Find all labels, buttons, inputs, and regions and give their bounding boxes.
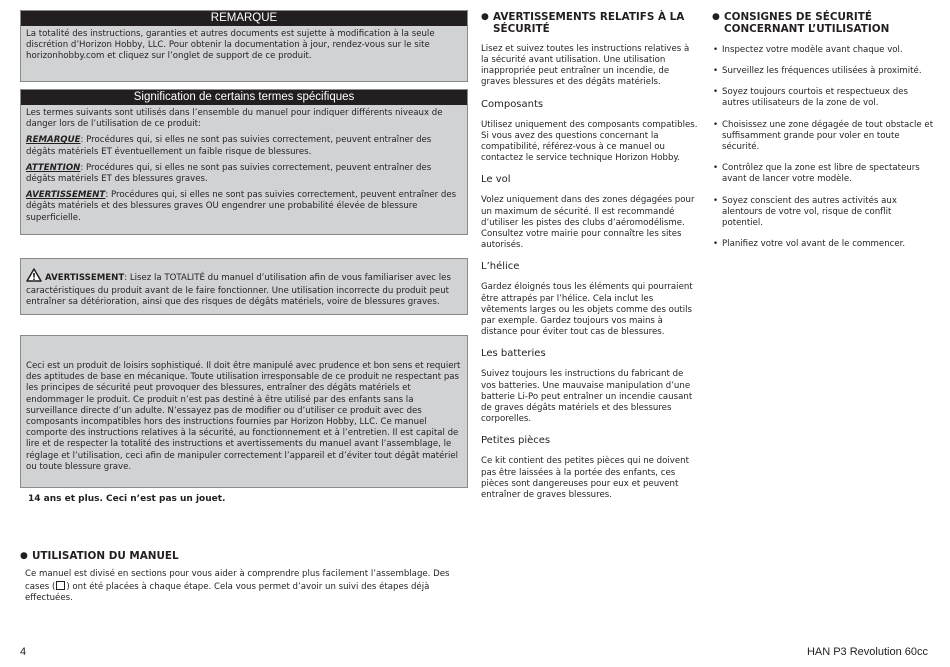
age-notice: 14 ans et plus. Ceci n’est pas un jouet. [28,494,226,504]
section-title-petites-pieces: Petites pièces [481,435,551,447]
warning-label: AVERTISSEMENT [45,273,125,283]
manual-usage-heading: ● UTILISATION DU MANUEL [20,550,468,562]
term-avertissement [26,190,462,224]
list-item: • Contrôlez que la zone est libre de spectateurs avant de lancer votre modèle. [712,163,934,185]
terms-heading: Signification de certains termes spécifiques [21,90,467,105]
safety-instructions-list [712,45,934,251]
warning-text [26,268,462,309]
section-title-composants: Composants [481,98,544,110]
product-box [20,335,468,488]
safety-warnings-heading: ● AVERTISSEMENTS RELATIFS À LA SÉCURITÉ [481,11,699,36]
notice-box [20,10,468,82]
checkbox-icon [56,581,65,590]
term-description: : Procédures qui, si elles ne sont pas suivies correctement, peuvent entraîner des dégâts matériels et des blessures graves OU engendrer une probabilité élevée de blessure superficielle. [26,190,457,223]
terms-box [20,89,468,235]
list-item: • Inspectez votre modèle avant chaque vol. [712,45,934,56]
warning-triangle-icon [26,268,42,286]
section-text-petites-pieces: Ce kit contient des petites pièces qui ne doivent pas être laissées à la portée des enfants, ces pièces sont dangereuses pour eux et peuvent entraîner de graves blessures. [481,456,689,501]
notice-heading: REMARQUE [21,11,467,26]
list-item: • Surveillez les fréquences utilisées à proximité. [712,66,934,77]
safety-instructions-heading: ● CONSIGNES DE SÉCURITÉ CONCERNANT L’UTILISATION [712,11,934,36]
list-item: • Planifiez votre vol avant de le commencer. [712,239,934,250]
manual-usage-text-start: Ce manuel est divisé en sections pour vous aider à comprendre plus facilement l’assemblage. Des cases ( [25,569,450,592]
product-text: Ceci est un produit de loisirs sophistiqué. Il doit être manipulé avec prudence et bon sens et requiert des aptitudes de base en mécanique. Toute utilisation irresponsable de ce produit ne respectant pas les principes de sécurité peut provoquer des blessures, entraîner des dégâts matériels et endommager le produit. Ce produit n’est pas destiné à être utilisé par des enfants sans la surveillance directe d’un adulte. N’essayez pas de modifier ou d’utiliser ce produit avec des composants incompatibles hors des instructions fournies par Horizon Hobby, LLC. Ce manuel comporte des instructions relatives à la sécurité, au fonctionnement et à l’entretien. Il est capital de lire et de respecter la totalité des instructions et avertissements du manuel avant l’assemblage, le réglage et l’utilisation, ceci afin de manipuler correctement l’appareil et d’éviter tout dégât matériel ou toute blessure grave. [26,361,461,472]
manual-usage-text-end: ) ont été placées à chaque étape. Cela vous permet d’avoir un suivi des étapes déjà effectuées. [25,581,430,603]
term-label: AVERTISSEMENT [26,190,106,201]
section-text-helice: Gardez éloignés tous les éléments qui pourraient être attrapés par l’hélice. Cela inclut les vêtements larges ou les objets comme des outils par exemple. Gardez toujours vos mains à distance pour éviter tout cas de blessures. [481,282,693,338]
warning-box [20,258,468,315]
terms-intro: Les termes suivants sont utilisés dans l’ensemble du manuel pour indiquer différents niveaux de danger lors de l’utilisation de ce produit: [26,108,443,130]
manual-usage-text [20,569,468,604]
section-title-helice: L’hélice [481,261,520,273]
term-label: ATTENTION [26,162,81,173]
section-text-batteries: Suivez toujours les instructions du fabricant de vos batteries. Une mauvaise manipulation d’une batterie Li-Po peut entraîner un incendie causant de graves dégâts matériels et des blessures corporelles. [481,369,693,425]
term-description: : Procédures qui, si elles ne sont pas suivies correctement, peuvent entraîner des dégâts matériels ET éventuellement un faible risque de blessures. [26,135,432,157]
term-attention [26,163,462,185]
warning-description: : Lisez la TOTALITÉ du manuel d’utilisation afin de vous familiariser avec les caractéristiques du produit avant de le faire fonctionner. Une utilisation incorrecte du produit peut entraîner sa détérioration, ainsi que des risques de dégâts matériels, voire de blessures graves. [26,273,451,308]
manual-usage-section [20,550,468,604]
term-label: REMARQUE [26,135,81,146]
safety-instructions-column [712,11,934,250]
safety-warnings-intro: Lisez et suivez toutes les instructions relatives à la sécurité avant utilisation. Une utilisation inappropriée peut entraîner un incendie, de graves blessures et des dégâts matériels. [481,43,690,88]
section-text-vol: Volez uniquement dans des zones dégagées pour un maximum de sécurité. Il est recommandé d’utiliser les pistes des clubs d’aéromodélisme. Consultez votre mairie pour connaître les sites autorisés. [481,195,695,251]
notice-body: La totalité des instructions, garanties et autres documents est sujette à modification à la seule discrétion d’Horizon Hobby, LLC. Pour obtenir la documentation à jour, rendez-vous sur le site horizonhobby.com et cliquez sur l’onglet de support de ce produit. [26,29,435,62]
page-number: 4 [20,646,27,658]
list-item: • Soyez toujours courtois et respectueux des autres utilisateurs de la zone de vol. [712,87,934,109]
term-remarque [26,135,462,157]
list-item: • Choisissez une zone dégagée de tout obstacle et suffisamment grande pour voler en toute sécurité. [712,120,934,154]
section-title-vol: Le vol [481,174,511,186]
product-name: HAN P3 Revolution 60cc [806,646,928,658]
section-title-batteries: Les batteries [481,348,546,360]
section-text-composants: Utilisez uniquement des composants compatibles. Si vous avez des questions concernant la compatibilité, référez-vous à ce manuel ou contactez le service technique Horizon Hobby. [481,119,698,164]
term-description: : Procédures qui, si elles ne sont pas suivies correctement, peuvent entraîner des dégâts matériels ET des blessures graves. [26,162,432,185]
safety-warnings-column [481,11,699,501]
list-item: • Soyez conscient des autres activités aux alentours de votre vol, risque de conflit potentiel. [712,196,934,230]
